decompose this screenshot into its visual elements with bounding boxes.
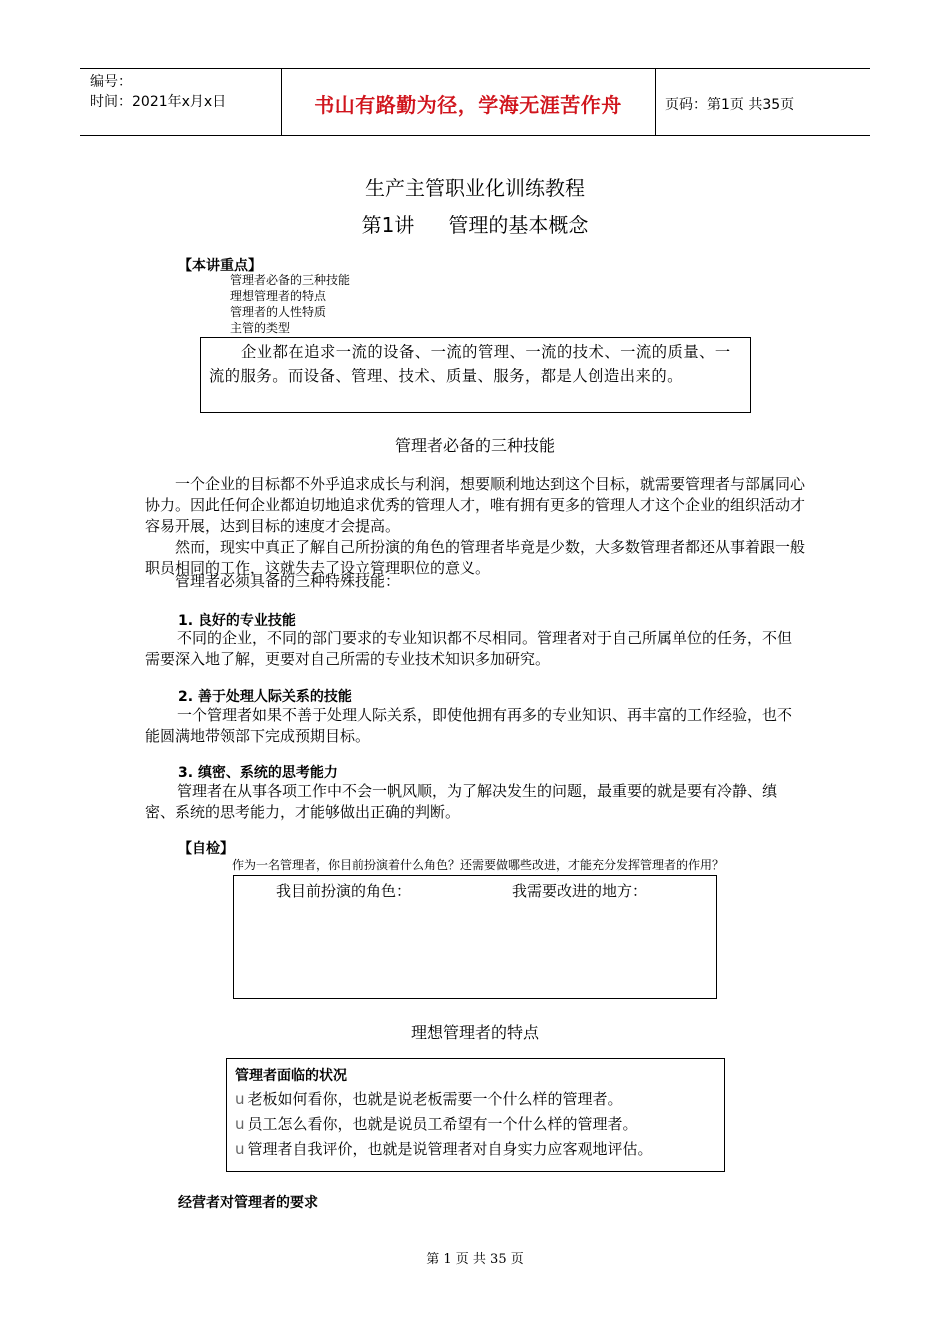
situation-item xyxy=(235,1113,638,1134)
situation-item-text: 老板如何看你，也就是说老板需要一个什么样的管理者。 xyxy=(247,1090,623,1108)
key-point-item: 管理者的人性特质 xyxy=(230,305,327,319)
skill-heading: 3. 缜密、系统的思考能力 xyxy=(178,765,338,781)
bullet-icon: u xyxy=(235,1115,245,1133)
self-check-heading: 【自检】 xyxy=(178,841,234,857)
key-point-item: 主管的类型 xyxy=(230,321,291,335)
section-title-ideal-manager: 理想管理者的特点 xyxy=(410,1023,539,1042)
intro-text: 企业都在追求一流的设备、一流的管理、一流的技术、一流的质量、一流的服务。而设备、管理、技术、质量、服务，都是人创造出来的。 xyxy=(209,343,731,385)
header-top-rule xyxy=(80,68,870,69)
section-title-skills: 管理者必备的三种技能 xyxy=(394,436,555,455)
intro-box xyxy=(200,337,751,413)
role-label: 我目前扮演的角色： xyxy=(276,882,412,900)
page-footer: 第 1 页 共 35 页 xyxy=(426,1252,524,1267)
lecture-number: 第1讲 xyxy=(361,213,415,237)
situation-box-title: 管理者面临的状况 xyxy=(235,1068,347,1084)
header-page-info: 页码：第1页 共35页 xyxy=(665,97,795,113)
situation-item xyxy=(235,1138,653,1159)
document-title: 生产主管职业化训练教程 xyxy=(365,176,585,200)
paragraph: 管理者必须具备的三种特殊技能： xyxy=(175,572,401,590)
paragraph: 然而，现实中真正了解自己所扮演的角色的管理者毕竟是少数，大多数管理者都还从事着跟一般职员相同的工作，这就失去了设立管理职位的意义。 xyxy=(145,538,806,577)
header-meta xyxy=(90,72,226,112)
skill-text: 不同的企业，不同的部门要求的专业知识都不尽相同。管理者对于自己所属单位的任务，不但需要深入地了解，更要对自己所需的专业技术知识多加研究。 xyxy=(145,629,793,668)
skill-heading: 1. 良好的专业技能 xyxy=(178,613,296,629)
lecture-name: 管理的基本概念 xyxy=(448,213,589,237)
header-motto: 书山有路勤为径，学海无涯苦作舟 xyxy=(314,93,622,117)
paragraph: 一个企业的目标都不外乎追求成长与利润，想要顺利地达到这个目标，就需要管理者与部属同心协力。因此任何企业都迫切地追求优秀的管理人才，唯有拥有更多的管理人才这个企业的组织活动才容易开展，达到目标的速度才会提高。 xyxy=(145,475,806,535)
key-points-heading: 【本讲重点】 xyxy=(178,258,262,274)
lecture-title xyxy=(0,209,950,238)
date-label: 时间：2021年x月x日 xyxy=(90,94,227,110)
situation-item-text: 管理者自我评价，也就是说管理者对自身实力应客观地评估。 xyxy=(247,1140,653,1158)
bullet-icon: u xyxy=(235,1140,245,1158)
self-check-question: 作为一名管理者，你目前扮演着什么角色？还需要做哪些改进，才能充分发挥管理者的作用？ xyxy=(232,858,725,872)
skill-text: 一个管理者如果不善于处理人际关系，即使他拥有再多的专业知识、再丰富的工作经验，也不能圆满地带领部下完成预期目标。 xyxy=(145,706,793,745)
skill-text: 管理者在从事各项工作中不会一帆风顺，为了解决发生的问题，最重要的就是要有冷静、缜密、系统的思考能力，才能够做出正确的判断。 xyxy=(145,782,778,821)
self-check-box[interactable] xyxy=(233,875,717,999)
skill-heading: 2. 善于处理人际关系的技能 xyxy=(178,689,352,705)
situation-box xyxy=(226,1058,725,1172)
header-divider-left xyxy=(281,69,282,136)
key-point-item: 管理者必备的三种技能 xyxy=(230,273,351,287)
bullet-icon: u xyxy=(235,1090,245,1108)
header-divider-right xyxy=(655,69,656,136)
improve-label: 我需要改进的地方： xyxy=(512,882,648,900)
header-bottom-rule xyxy=(80,135,870,136)
code-label: 编号： xyxy=(90,74,132,90)
situation-item xyxy=(235,1088,623,1109)
next-section-heading: 经营者对管理者的要求 xyxy=(178,1195,318,1211)
key-point-item: 理想管理者的特点 xyxy=(230,289,327,303)
situation-item-text: 员工怎么看你，也就是说员工希望有一个什么样的管理者。 xyxy=(247,1115,638,1133)
